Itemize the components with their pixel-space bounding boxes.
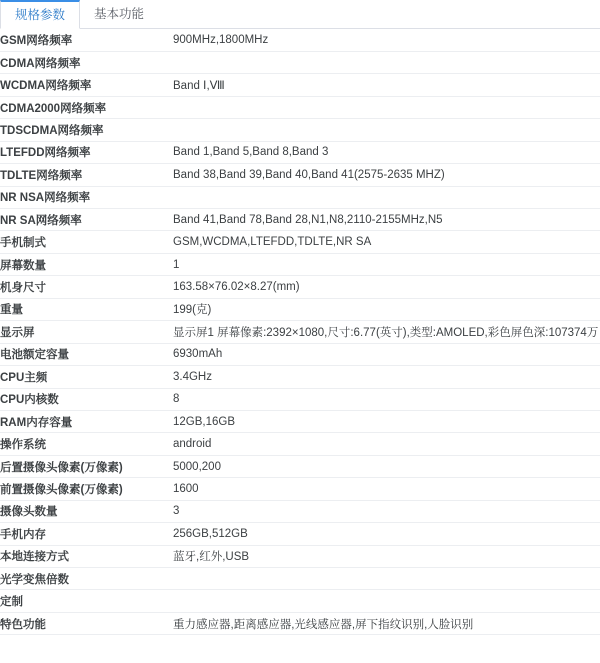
spec-label: 屏幕数量 [0, 253, 173, 275]
spec-value: 3.4GHz [173, 366, 600, 388]
spec-label: TDSCDMA网络频率 [0, 119, 173, 141]
tab-label: 规格参数 [15, 7, 66, 22]
spec-label: CDMA网络频率 [0, 51, 173, 73]
spec-value: 900MHz,1800MHz [173, 29, 600, 51]
spec-value: 5000,200 [173, 455, 600, 477]
table-row [0, 186, 600, 208]
spec-label: CDMA2000网络频率 [0, 96, 173, 118]
spec-label: 操作系统 [0, 433, 173, 455]
table-row [0, 568, 600, 590]
spec-label: TDLTE网络频率 [0, 164, 173, 186]
table-row [0, 29, 600, 51]
table-row [0, 164, 600, 186]
spec-label: CPU主频 [0, 366, 173, 388]
table-row [0, 590, 600, 612]
spec-table [0, 29, 600, 635]
spec-value: 8 [173, 388, 600, 410]
spec-label: 定制 [0, 590, 173, 612]
table-row [0, 253, 600, 275]
table-row [0, 74, 600, 96]
spec-label: 显示屏 [0, 321, 173, 343]
table-row [0, 51, 600, 73]
table-row [0, 478, 600, 500]
spec-label: 摄像头数量 [0, 500, 173, 522]
spec-value [173, 590, 600, 612]
table-row [0, 231, 600, 253]
spec-value: 3 [173, 500, 600, 522]
spec-value: Band 41,Band 78,Band 28,N1,N8,2110-2155MHz,N5 [173, 209, 600, 231]
table-row [0, 321, 600, 343]
tab-bar [0, 0, 600, 29]
spec-label: 重量 [0, 298, 173, 320]
spec-value: 12GB,16GB [173, 410, 600, 432]
spec-value: 163.58×76.02×8.27(mm) [173, 276, 600, 298]
spec-label: RAM内存容量 [0, 410, 173, 432]
spec-label: NR SA网络频率 [0, 209, 173, 231]
table-row [0, 455, 600, 477]
spec-value: 6930mAh [173, 343, 600, 365]
table-row [0, 433, 600, 455]
tab-label: 基本功能 [94, 6, 145, 21]
spec-value [173, 568, 600, 590]
spec-label: WCDMA网络频率 [0, 74, 173, 96]
tab-basic-functions[interactable] [80, 0, 158, 29]
table-row [0, 500, 600, 522]
table-row [0, 96, 600, 118]
spec-label: GSM网络频率 [0, 29, 173, 51]
table-row [0, 545, 600, 567]
spec-value: android [173, 433, 600, 455]
spec-value [173, 96, 600, 118]
table-row [0, 410, 600, 432]
spec-value: 256GB,512GB [173, 523, 600, 545]
spec-label: 电池额定容量 [0, 343, 173, 365]
spec-value: 蓝牙,红外,USB [173, 545, 600, 567]
table-row [0, 276, 600, 298]
table-row [0, 612, 600, 634]
spec-label: 手机内存 [0, 523, 173, 545]
tab-spec-params[interactable] [0, 0, 80, 29]
spec-value: Band 38,Band 39,Band 40,Band 41(2575-2635 MHZ) [173, 164, 600, 186]
spec-label: 手机制式 [0, 231, 173, 253]
spec-value: GSM,WCDMA,LTEFDD,TDLTE,NR SA [173, 231, 600, 253]
table-row [0, 119, 600, 141]
spec-value: 1 [173, 253, 600, 275]
spec-label: 本地连接方式 [0, 545, 173, 567]
spec-value: 显示屏1 屏幕像素:2392×1080,尺寸:6.77(英寸),类型:AMOLED,彩色屏色深:107374万 [173, 321, 600, 343]
spec-label: NR NSA网络频率 [0, 186, 173, 208]
spec-value: Band Ⅰ,Ⅷ [173, 74, 600, 96]
spec-label: 前置摄像头像素(万像素) [0, 478, 173, 500]
spec-label: CPU内核数 [0, 388, 173, 410]
spec-value: 1600 [173, 478, 600, 500]
spec-value: 重力感应器,距离感应器,光线感应器,屏下指纹识别,人脸识别 [173, 612, 600, 634]
table-row [0, 523, 600, 545]
table-row [0, 366, 600, 388]
spec-label: LTEFDD网络频率 [0, 141, 173, 163]
spec-value: 199(克) [173, 298, 600, 320]
spec-value [173, 51, 600, 73]
table-row [0, 388, 600, 410]
spec-value: Band 1,Band 5,Band 8,Band 3 [173, 141, 600, 163]
table-row [0, 343, 600, 365]
table-row [0, 298, 600, 320]
spec-label: 后置摄像头像素(万像素) [0, 455, 173, 477]
spec-value [173, 119, 600, 141]
spec-value [173, 186, 600, 208]
tab-list [0, 0, 600, 29]
table-row [0, 141, 600, 163]
spec-label: 光学变焦倍数 [0, 568, 173, 590]
table-row [0, 209, 600, 231]
spec-label: 特色功能 [0, 612, 173, 634]
spec-label: 机身尺寸 [0, 276, 173, 298]
spec-table-body [0, 29, 600, 635]
